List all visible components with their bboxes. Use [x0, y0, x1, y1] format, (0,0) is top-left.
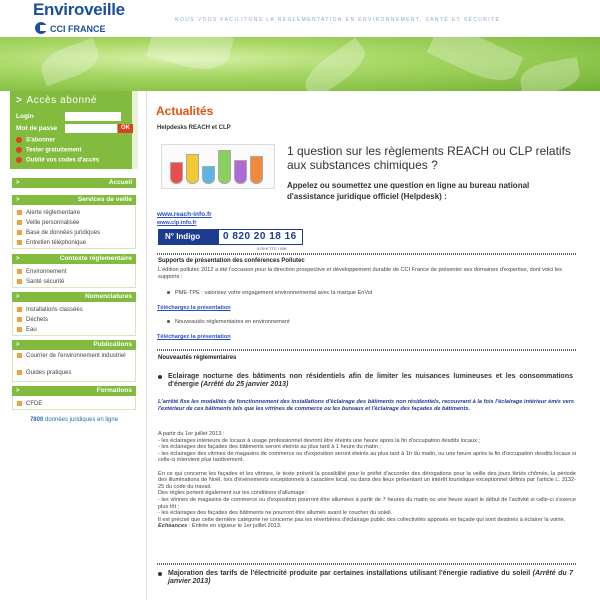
pollutec-bullet-nouveautes: Nouveautés réglementaires en environnement — [167, 319, 290, 325]
password-input[interactable] — [65, 124, 117, 133]
chevron-right-icon: > — [16, 197, 20, 203]
nav-services-header[interactable]: > Services de veille — [12, 195, 136, 205]
nav-courrier-environnement[interactable]: Courrier de l'environnement industriel — [17, 353, 135, 368]
forgot-codes-link[interactable]: Oublié vos codes d'accès — [16, 157, 99, 164]
nav-eau[interactable]: Eau — [17, 325, 135, 335]
lab-flasks-image — [161, 144, 275, 189]
news-item-lead: L'arrêté fixe les modalités de fonctionnement des installations d'éclairage des bâtiments non résidentiels, recouvrant à la fois l'éclairage intérieur émis vers l'extérieur de ces bâtiments tels que les vitrines de commerce ou les bureaux et l'éclairage des façades de bâtiments. — [158, 399, 574, 412]
nav-contexte-header[interactable]: > Contexte réglementaire — [12, 254, 136, 264]
cci-logo-icon — [35, 22, 47, 34]
nav-cfde[interactable]: CFDE — [17, 399, 135, 409]
publications-list — [12, 350, 136, 382]
download-presentation-1[interactable]: Téléchargez la présentation — [157, 305, 231, 311]
logo-subtitle: CCI FRANCE — [50, 24, 106, 34]
pollutec-bullet-envol: PME-TPE : valorisez votre engagement environnemental avec la marque EnVol — [167, 290, 372, 296]
nav-dechets[interactable]: Déchets — [17, 315, 135, 325]
header-banner-image — [0, 37, 600, 91]
bullet-icon — [16, 157, 22, 163]
indigo-label: N° Indigo — [159, 230, 219, 244]
page-title: Actualités — [156, 104, 214, 118]
nav-installations-classees[interactable]: Installations classées — [17, 305, 135, 315]
square-bullet-icon — [17, 307, 22, 312]
divider — [157, 349, 577, 351]
square-bullet-icon — [17, 401, 22, 406]
chevron-right-icon: > — [16, 180, 20, 186]
tagline: NOUS VOUS FACILITONS LA RÉGLEMENTATION EN ENVIRONNEMENT, SANTÉ ET SÉCURITÉ — [175, 17, 501, 23]
nav-alerte-reglementaire[interactable]: Alerte réglementaire — [17, 208, 135, 218]
square-bullet-icon — [17, 317, 22, 322]
square-bullet-icon — [17, 353, 22, 358]
nav-accueil[interactable]: > Accueil — [12, 178, 136, 188]
login-input[interactable] — [65, 112, 121, 121]
nav-environnement[interactable]: Environnement — [17, 267, 135, 277]
login-panel — [10, 91, 138, 169]
divider — [157, 253, 577, 255]
news-item-title[interactable]: Majoration des tarifs de l'électricité produite par certaines installations utilisant l'énergie radiative du soleil (Arrêté du 7 janvier 2013) — [168, 570, 573, 585]
square-bullet-icon — [17, 327, 22, 332]
login-label: Login — [16, 113, 34, 120]
site-header — [0, 0, 600, 36]
ok-button[interactable]: OK — [118, 124, 133, 133]
square-bullet-icon — [17, 220, 22, 225]
nav-base-donnees[interactable]: Base de données juridiques — [17, 228, 135, 238]
logo-title[interactable]: Enviroveille — [33, 0, 125, 19]
free-trial-link[interactable]: Tester gratuitement — [16, 147, 82, 154]
sidebar — [10, 91, 138, 600]
news-section-title: Nouveautés réglementaires — [158, 355, 237, 361]
indigo-price: 0,09 € TTC / MN — [257, 246, 287, 251]
nav-publications-header[interactable]: > Publications — [12, 340, 136, 350]
nav-formations-header[interactable]: > Formations — [12, 386, 136, 396]
download-presentation-2[interactable]: Téléchargez la présentation — [157, 334, 231, 340]
login-title: > Accès abonné — [16, 95, 98, 106]
indigo-phone-badge[interactable] — [158, 229, 303, 245]
chevron-right-icon: > — [16, 294, 20, 300]
indigo-number: 0 820 20 18 16 — [223, 231, 297, 242]
contexte-list — [12, 264, 136, 288]
chevron-right-icon: > — [16, 256, 20, 262]
clp-info-link[interactable]: www.clp-info.fr — [157, 220, 197, 226]
news-item-body: A partir du 1er juillet 2013 : - les éclairages intérieurs de locaux à usage professionnel devront être éteints une heure après la fin d'occupation desdits locaux ; - les éclairages des façades des bâtiments seront éteints au plus tard à 1 heure du matin ; - les éclairages des vitrines de magasins de commerce ou d'exposition seront éteints au plus tard à 1h du matin, ou une heure après la fin d'occupation desdits locaux si celle-ci intervient plus tardivement. En ce qui concerne les façades et les vitrines, le texte prévoit la possibilité pour le préfet d'accorder des dérogations pour la veille des jours fériés chômés, la période des illuminations de Noël, lors d'événements exceptionnels à caractère local, ou dans des lieux présentant un intérêt touristique exceptionnel définis par l'article L. 3132-25 du code du travail. Des règles portent également sur les conditions d'allumage : - les vitrines de magasins de commerce ou d'exposition pourront être allumées à partir de 7 heures du matin ou une heure avant le début de l'activité si celle-ci s'exerce plus tôt ; - les éclairages des façades des bâtiments ne pourront être allumés avant le coucher du soleil. Il est précisé que cette dernière catégorie ne concerne pas les réverbères d'éclairage public des collectivités apposés en façade qui sont destinés à éclairer la voirie. Echéances : Entrée en vigueur le 1er juillet 2013. — [158, 431, 576, 530]
main-content — [146, 91, 586, 600]
nav-sante-securite[interactable]: Santé sécurité — [17, 277, 135, 287]
pollutec-text: L'édition pollutec 2012 a été l'occasion pour la direction prospective et développement durable de CCI France de présenter ses domaines d'expertise, dont voici les supports : — [158, 267, 563, 280]
square-bullet-icon — [17, 370, 22, 375]
legal-data-count: 7800 données juridiques en ligne — [29, 417, 119, 423]
square-bullet-icon — [17, 279, 22, 284]
nav-guides-pratiques[interactable]: Guides pratiques — [17, 368, 135, 378]
section-subtitle: Helpdesks REACH et CLP — [157, 125, 231, 131]
subscribe-link[interactable]: S'abonner — [16, 137, 55, 144]
formations-list — [12, 396, 136, 410]
nomenclatures-list — [12, 302, 136, 336]
reach-info-link[interactable]: www.reach-info.fr — [157, 211, 212, 218]
bullet-icon — [16, 137, 22, 143]
square-bullet-icon — [17, 240, 22, 245]
divider — [157, 563, 577, 565]
pollutec-title: Supports de présentation des conférences Pollutec — [158, 258, 305, 264]
nav-entretien-telephonique[interactable]: Entretien téléphonique — [17, 238, 135, 248]
chevron-right-icon: > — [16, 388, 20, 394]
reach-question-lead: Appelez ou soumettez une question en ligne au bureau national d'assistance juridique officiel (Helpdesk) : — [287, 181, 530, 201]
square-bullet-icon — [17, 269, 22, 274]
chevron-right-icon: > — [16, 342, 20, 348]
password-label: Mot de passe — [16, 125, 58, 132]
services-list — [12, 205, 136, 249]
bullet-icon — [16, 147, 22, 153]
square-bullet-icon — [17, 210, 22, 215]
nav-veille-personnalisee[interactable]: Veille personnalisée — [17, 218, 135, 228]
reach-question-heading: 1 question sur les règlements REACH ou CLP relatifs aux substances chimiques ? — [287, 144, 571, 172]
square-bullet-icon — [17, 230, 22, 235]
nav-nomenclatures-header[interactable]: > Nomenclatures — [12, 292, 136, 302]
news-item-title[interactable]: Eclairage nocturne des bâtiments non résidentiels afin de limiter les nuisances lumineuses et les consommations d'énergie (Arrêté du 25 janvier 2013) — [168, 373, 573, 388]
